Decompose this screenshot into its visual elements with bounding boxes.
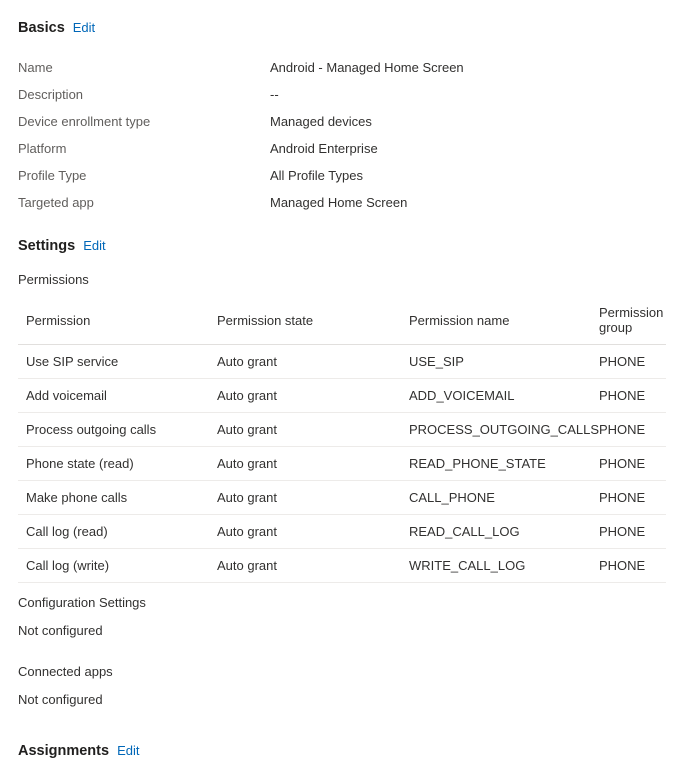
basics-edit-link[interactable]: Edit <box>72 20 96 35</box>
configuration-settings-label: Configuration Settings <box>18 595 146 610</box>
cell-permission-group: PHONE <box>591 549 666 583</box>
basics-details-table <box>18 54 666 216</box>
basics-label-targeted-app: Targeted app <box>18 195 94 210</box>
cell-permission-group: PHONE <box>591 413 666 447</box>
basics-value-platform: Android Enterprise <box>270 141 378 156</box>
table-row <box>18 162 666 189</box>
basics-section-header <box>18 20 666 36</box>
cell-permission-state: Auto grant <box>209 481 401 515</box>
cell-permission-name: PROCESS_OUTGOING_CALLS <box>401 413 591 447</box>
connected-apps-value: Not configured <box>18 692 103 707</box>
cell-permission-group: PHONE <box>591 515 666 549</box>
assignments-title: Assignments <box>18 743 110 759</box>
basics-label-profile-type: Profile Type <box>18 168 87 183</box>
assignments-edit-link[interactable]: Edit <box>117 743 140 758</box>
table-row <box>18 481 666 515</box>
table-row <box>18 413 666 447</box>
cell-permission: Call log (read) <box>18 515 209 549</box>
cell-permission-state: Auto grant <box>209 345 401 379</box>
table-row <box>18 81 666 108</box>
table-row <box>18 379 666 413</box>
cell-permission-state: Auto grant <box>209 379 401 413</box>
column-header-permission: Permission <box>18 297 209 345</box>
settings-title: Settings <box>18 238 76 254</box>
table-row <box>18 189 666 216</box>
cell-permission-name: CALL_PHONE <box>401 481 591 515</box>
basics-value-description: -- <box>270 87 279 102</box>
cell-permission: Make phone calls <box>18 481 209 515</box>
basics-label-description: Description <box>18 87 84 102</box>
basics-title: Basics <box>18 20 65 36</box>
table-row <box>18 345 666 379</box>
column-header-permission-group: Permission group <box>591 297 666 345</box>
cell-permission-state: Auto grant <box>209 447 401 481</box>
basics-value-device-enrollment-type: Managed devices <box>270 114 372 129</box>
basics-label-device-enrollment-type: Device enrollment type <box>18 114 151 129</box>
cell-permission-name: WRITE_CALL_LOG <box>401 549 591 583</box>
assignments-section-header <box>18 743 666 759</box>
basics-value-profile-type: All Profile Types <box>270 168 363 183</box>
settings-edit-link[interactable]: Edit <box>83 238 106 253</box>
cell-permission-state: Auto grant <box>209 413 401 447</box>
table-row <box>18 135 666 162</box>
cell-permission: Call log (write) <box>18 549 209 583</box>
settings-section-header <box>18 238 666 254</box>
cell-permission-group: PHONE <box>591 345 666 379</box>
table-row <box>18 515 666 549</box>
cell-permission-name: READ_CALL_LOG <box>401 515 591 549</box>
column-header-permission-state: Permission state <box>209 297 401 345</box>
cell-permission-state: Auto grant <box>209 515 401 549</box>
cell-permission: Add voicemail <box>18 379 209 413</box>
configuration-settings-value: Not configured <box>18 623 103 638</box>
permissions-table <box>18 297 666 583</box>
cell-permission-state: Auto grant <box>209 549 401 583</box>
permissions-label: Permissions <box>18 272 89 287</box>
cell-permission: Use SIP service <box>18 345 209 379</box>
cell-permission-group: PHONE <box>591 447 666 481</box>
table-row <box>18 447 666 481</box>
connected-apps-label: Connected apps <box>18 664 113 679</box>
cell-permission-group: PHONE <box>591 481 666 515</box>
basics-label-platform: Platform <box>18 141 67 156</box>
basics-value-name: Android - Managed Home Screen <box>270 60 464 75</box>
cell-permission: Process outgoing calls <box>18 413 209 447</box>
basics-value-targeted-app: Managed Home Screen <box>270 195 408 210</box>
basics-label-name: Name <box>18 60 53 75</box>
cell-permission-group: PHONE <box>591 379 666 413</box>
cell-permission: Phone state (read) <box>18 447 209 481</box>
cell-permission-name: USE_SIP <box>401 345 591 379</box>
cell-permission-name: READ_PHONE_STATE <box>401 447 591 481</box>
table-row <box>18 54 666 81</box>
table-header-row <box>18 297 666 345</box>
table-row <box>18 549 666 583</box>
column-header-permission-name: Permission name <box>401 297 591 345</box>
cell-permission-name: ADD_VOICEMAIL <box>401 379 591 413</box>
table-row <box>18 108 666 135</box>
